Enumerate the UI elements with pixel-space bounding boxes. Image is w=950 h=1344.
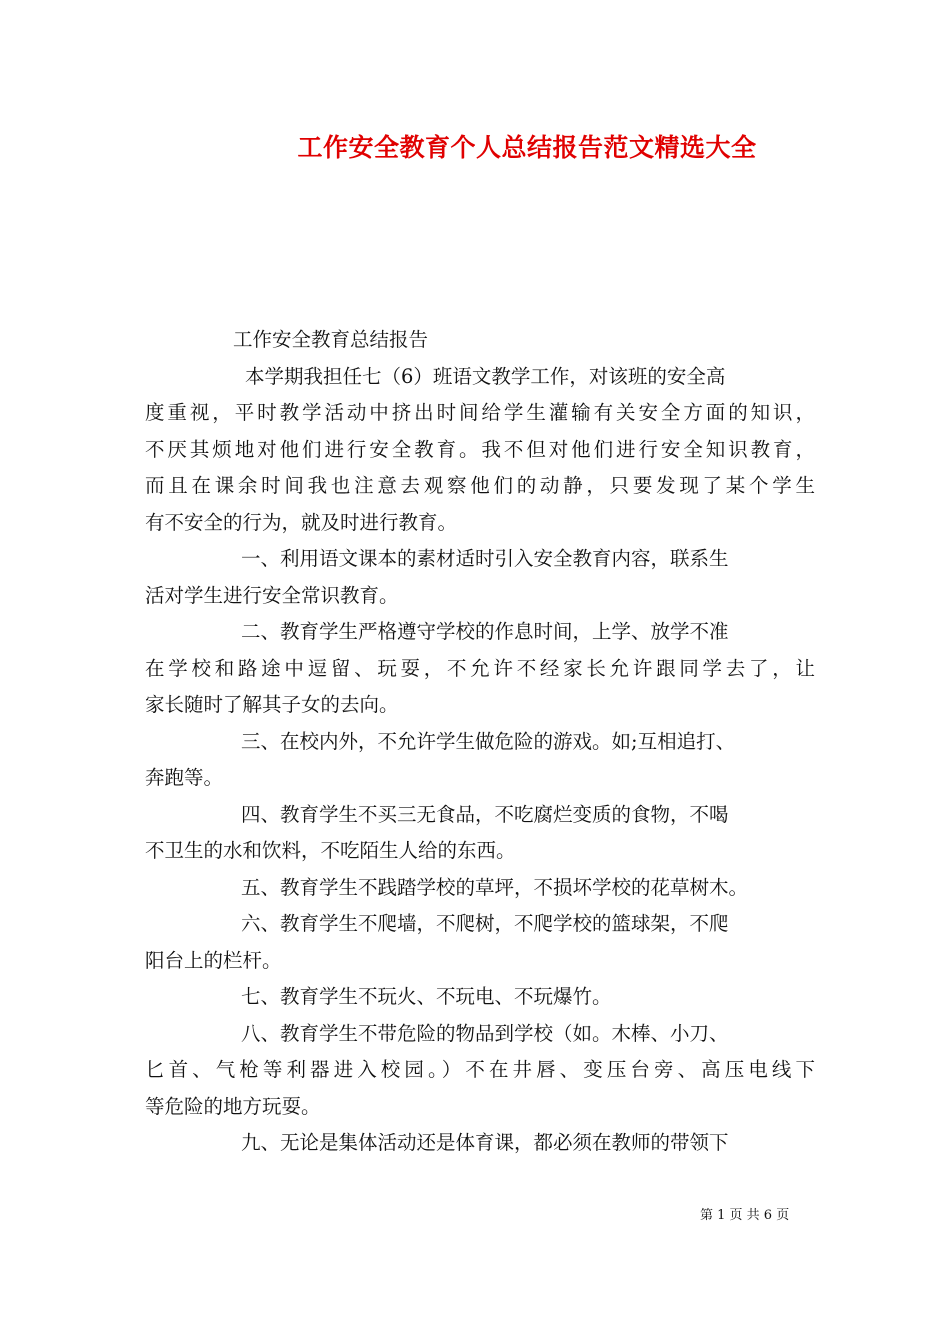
body-line: 度重视，平时教学活动中挤出时间给学生灌输有关安全方面的知识，: [145, 401, 815, 424]
body-line: 二、教育学生严格遵守学校的作息时间，上学、放学不准: [241, 620, 729, 643]
body-line: 四、教育学生不买三无食品，不吃腐烂变质的食物，不喝: [241, 802, 729, 826]
document-title: 工作安全教育个人总结报告范文精选大全: [297, 133, 757, 162]
body-line: 本学期我担任七（6）班语文教学工作，对该班的安全高: [245, 364, 726, 388]
body-line: 在学校和路途中逗留、玩耍，不允许不经家长允许跟同学去了，让: [145, 656, 815, 680]
body-line: 不卫生的水和饮料，不吃陌生人给的东西。: [145, 839, 516, 862]
body-line: 等危险的地方玩耍。: [145, 1094, 321, 1118]
body-line: 不厌其烦地对他们进行安全教育。我不但对他们进行安全知识教育，: [145, 437, 815, 461]
report-subtitle: 工作安全教育总结报告: [233, 328, 429, 351]
body-line: 活对学生进行安全常识教育。: [145, 583, 399, 607]
body-line: 阳台上的栏杆。: [145, 948, 282, 972]
body-line: 七、教育学生不玩火、不玩电、不玩爆竹。: [241, 985, 612, 1008]
page-number-footer: 第 1 页 共 6 页: [700, 1208, 790, 1223]
body-line: 匕首、气枪等利器进入校园。）不在井唇、变压台旁、高压电线下: [145, 1058, 815, 1081]
body-line: 一、利用语文课本的素材适时引入安全教育内容，联系生: [241, 547, 729, 570]
body-line: 六、教育学生不爬墙，不爬树，不爬学校的篮球架，不爬: [241, 912, 729, 935]
body-line: 有不安全的行为，就及时进行教育。: [145, 510, 458, 534]
document-body: [145, 322, 815, 1162]
body-line: 八、教育学生不带危险的物品到学校（如。木棒、小刀、: [241, 1021, 729, 1045]
body-line: 五、教育学生不践踏学校的草坪，不损坏学校的花草树木。: [241, 875, 749, 899]
body-line: 奔跑等。: [145, 766, 224, 789]
body-line: 三、在校内外，不允许学生做危险的游戏。如;互相追打、: [241, 729, 736, 753]
body-line: 九、无论是集体活动还是体育课，都必须在教师的带领下: [241, 1131, 729, 1154]
body-line: 而且在课余时间我也注意去观察他们的动静，只要发现了某个学生: [145, 474, 815, 497]
body-line: 家长随时了解其子女的去向。: [145, 693, 399, 716]
